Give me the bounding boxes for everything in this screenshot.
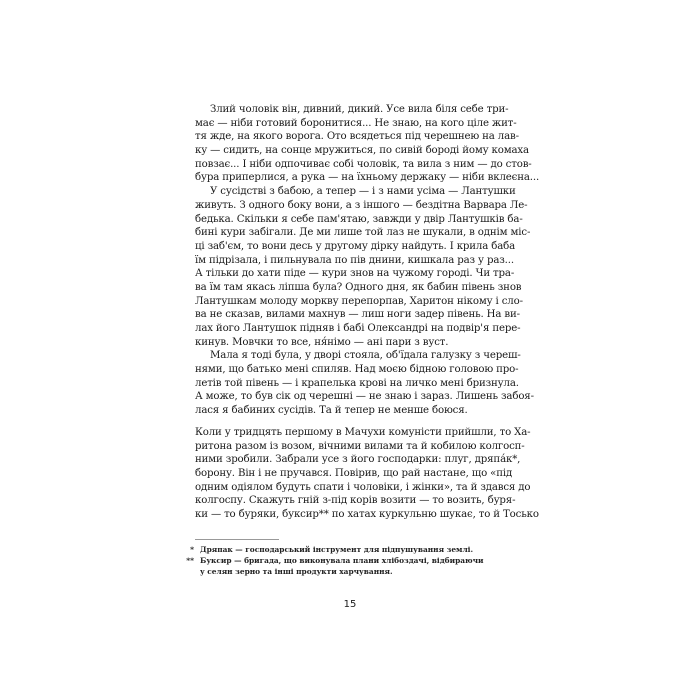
- text-line: одним одіялом будуть спати і чоловіки, і жінки», та й здався до: [195, 481, 531, 493]
- text-line: має — ніби готовий боронитися... Не знаю, на кого ціле жит-: [195, 117, 517, 129]
- text-line: борону. Він і не пручався. Повірив, що рай настане, що «під: [195, 468, 513, 480]
- text-line: їм підрізала, і пильнувала по пів днини, кишкала раз у раз...: [195, 254, 514, 266]
- footnote-text: Буксир — бригада, що виконувала плани хлібоздачі, відбираючи у селян зерно та інші продукти харчування.: [200, 556, 484, 576]
- footnote-divider: [195, 539, 279, 540]
- text-line: Мала я тоді була, у дворі стояла, об'їдала галузку з череш-: [210, 350, 521, 362]
- text-line: ці заб'єм, то вони десь у другому дірку найдуть. І крила баба: [195, 240, 516, 252]
- footnote-mark: **: [186, 556, 194, 565]
- text-line: тя жде, на якого ворога. Ото всядеться під черешнею на лав-: [195, 131, 519, 143]
- text-line: кинув. Мовчки то все, ня́німо — ані пари з вуст.: [195, 336, 449, 348]
- text-line: живуть. З одного боку вони, а з іншого — бездітна Варвара Ле-: [195, 199, 528, 211]
- text-line: летів той півень — і крапелька крові на личко мені бризнула.: [195, 377, 519, 389]
- text-line: ва не сказав, вилами махнув — лиш ноги задер півень. На ви-: [195, 309, 520, 321]
- footnote: [180, 555, 485, 577]
- text-line: ва їм там якась ліпша була? Одного дня, як бабин півень знов: [195, 281, 522, 293]
- text-line: повзає... І ніби одпочиває собі чоловік, та вила з ним — до стов-: [195, 158, 532, 170]
- text-line: А може, то був сік од черешні — не знаю і зараз. Лишень забоя-: [195, 391, 534, 403]
- text-line: бині кури забігали. Де ми лише той лаз не шукали, в однім міс-: [195, 227, 531, 239]
- section-text-block: [195, 426, 539, 522]
- text-line: ки — то буряки, буксир** по хатах куркульню шукає, то й Тосько: [195, 509, 539, 521]
- page-number: 15: [343, 599, 357, 610]
- footnote: [180, 544, 485, 555]
- text-line: нями, що батько мені спиляв. Над моєю бідною головою про-: [195, 364, 519, 376]
- text-line: колгоспу. Скажуть гній з-під корів возити — то возить, буря-: [195, 495, 516, 507]
- main-text-block: [195, 103, 540, 418]
- text-line: У сусідстві з бабою, а тепер — і з нами усіма — Лантушки: [210, 186, 516, 198]
- text-line: А тільки до хати піде — кури знов на чужому городі. Чи тра-: [195, 268, 515, 280]
- text-line: Коли у тридцять першому в Мачухи комуністи прийшли, то Ха-: [195, 427, 531, 438]
- text-line: Злий чоловік він, дивний, дикий. Усе вила біля себе три-: [210, 104, 509, 115]
- text-line: ними зробили. Забрали усе з його господарки: плуг, дряпа́к*,: [195, 454, 521, 466]
- text-line: лах його Лантушок підняв і бабі Олександрі на подвір'я пере-: [195, 323, 521, 334]
- footnote-mark: *: [190, 545, 194, 554]
- footnote-text: Дряпак — господарський інструмент для підпушування землі.: [200, 545, 474, 554]
- text-line: лася я бабиних сусідів. Та й тепер не менше боюся.: [195, 405, 468, 417]
- text-line: бура приперлися, а рука — на їхньому держаку — ніби вклеєна...: [195, 172, 540, 184]
- text-line: Лантушкам молоду моркву перепорпав, Харитон нікому і сло-: [195, 295, 523, 307]
- text-line: ритона разом із возом, вічними вилами та й кобилою колгосп-: [195, 440, 525, 452]
- text-line: бедька. Скільки я себе пам'ятаю, завжди у двір Лантушків ба-: [195, 213, 523, 225]
- text-line: ку — сидить, на сонце мружиться, по сивій бороді йому комаха: [195, 145, 529, 157]
